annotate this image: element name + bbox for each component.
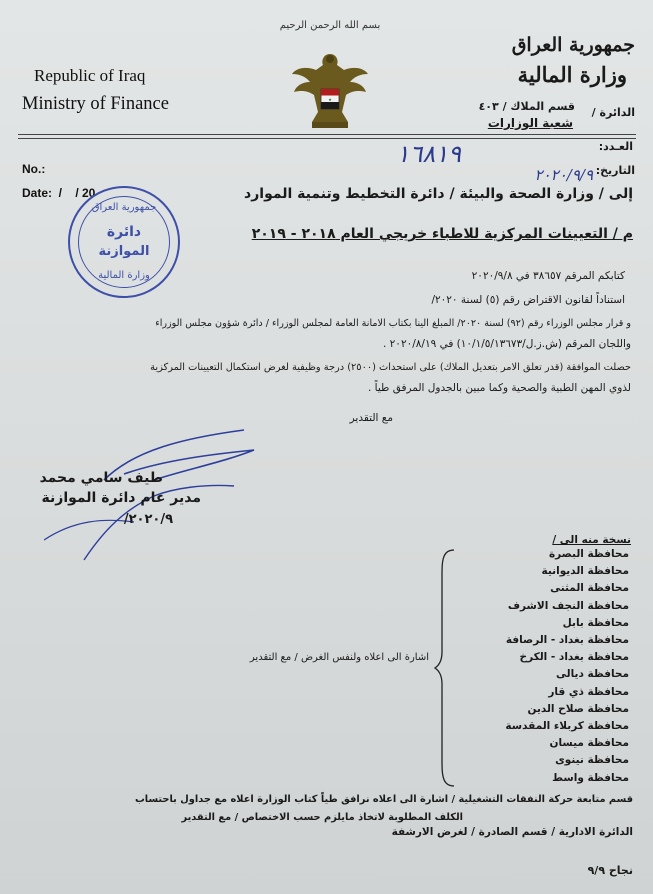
copy-recipient: محافظة بغداد - الكرخ <box>519 651 629 664</box>
paragraph-2b: واللجان المرقم (ش.ز.ل/١٠/١/٥/١٣٦٧٣) في ٢٠٢٠/٨/١٩ . <box>382 338 631 350</box>
followup-line-1: قسم متابعة حركة النفقات التشغيلية / اشارة الى اعلاه نرافق طياً كتاب الوزارة اعلاه مع جداول باحتساب <box>134 794 633 805</box>
signature-date: ٢٠٢٠/٩/ <box>123 512 173 527</box>
ar-number-label: العـدد: <box>598 140 633 153</box>
copy-recipient: محافظة ديالى <box>556 668 629 681</box>
reference-line: كتابكم المرقم ٣٨٦٥٧ في ٢٠٢٠/٩/٨ <box>471 270 625 282</box>
copy-recipient: محافظة ميسان <box>549 737 629 750</box>
copy-recipient: محافظة نينوى <box>555 754 629 767</box>
copy-recipient: محافظة النجف الاشرف <box>507 599 629 612</box>
paragraph-2a: و قرار مجلس الوزراء رقم (٩٢) لسنة ٢٠٢٠/ المبلغ الينا بكتاب الامانة العامة لمجلس الوزراء / دائرة شؤون مجلس الوزراء <box>155 318 631 329</box>
copy-recipient: محافظة كربلاء المقدسة <box>505 720 629 732</box>
copy-recipient: محافظة المثنى <box>550 582 629 595</box>
copy-recipient: محافظة بابل <box>562 616 629 629</box>
en-country: Republic of Iraq <box>34 66 146 85</box>
budget-department-stamp <box>68 186 180 298</box>
copy-recipient: محافظة بغداد - الرصافة <box>505 634 629 646</box>
paragraph-3b: لذوي المهن الطبية والصحية وكما مبين بالجدول المرفق طياً . <box>367 382 631 394</box>
stamp-line3: الموازنة <box>98 244 150 259</box>
copy-recipient: محافظة الديوانية <box>541 565 629 578</box>
ar-date-value: ٢٠٢٠/٩/٩ <box>534 166 593 184</box>
regards: مع التقدير <box>349 412 393 424</box>
followup-line-2: الكلف المطلوبة لاتخاذ مايلزم حسب الاختصاص / مع التقدير <box>181 812 463 823</box>
copies-heading: نسخة منه الى / <box>552 534 631 546</box>
ar-date-label: التاريخ: <box>595 164 635 177</box>
addressee: إلى / وزارة الصحة والبيئة / دائرة التخطيط وتنمية الموارد <box>244 186 633 202</box>
ar-dept-label: الدائرة / <box>591 106 635 119</box>
stamp-line1: جمهورية العراق <box>91 202 157 213</box>
iraq-emblem <box>290 44 370 132</box>
footer-initials: نجاح ٩/٩ <box>587 864 633 877</box>
ar-dept-value: قسم الملاك / ٤٠٣ <box>478 100 575 113</box>
copy-recipient: محافظة ذي قار <box>548 685 629 698</box>
signer-title: مدير عام دائرة الموازنة <box>41 490 201 506</box>
svg-text:★: ★ <box>328 97 332 102</box>
bismillah: بسم الله الرحمن الرحيم <box>279 20 381 31</box>
subject: م / التعيينات المركزية للاطباء خريجي العام ٢٠١٨ - ٢٠١٩ <box>251 226 633 242</box>
en-date-label: Date: / / 20 <box>22 186 96 200</box>
paragraph-1: استناداً لقانون الاقتراض رقم (٥) لسنة ٢٠٢٠/ <box>431 294 625 306</box>
copy-recipient: محافظة واسط <box>552 771 629 784</box>
signer-name: طيف سامي محمد <box>39 470 163 486</box>
ar-country: جمهورية العراق <box>511 34 635 56</box>
en-no-label: No.: <box>22 162 46 176</box>
stamp-line4: وزارة المالية <box>98 270 150 281</box>
copy-recipient: محافظة صلاح الدين <box>527 702 629 715</box>
paragraph-3a: حصلت الموافقة (قدر تعلق الامر بتعديل الملاك) على استحداث (٢٥٠٠) درجة وظيفية لغرض استكمال التعيينات المركزية <box>150 362 631 373</box>
brace-note: اشارة الى اعلاه ولنفس الغرض / مع التقدير <box>249 652 429 663</box>
admin-line: الدائرة الادارية / قسم الصادرة / لغرض الارشفة <box>391 826 633 838</box>
ar-number-value: ١٦٨١٩ <box>396 140 461 168</box>
copy-recipient: محافظة البصرة <box>548 548 629 560</box>
ar-section: شعبة الوزارات <box>487 116 573 130</box>
ar-ministry: وزارة المالية <box>517 62 627 87</box>
header-rule <box>18 134 636 139</box>
stamp-line2: دائرة <box>106 224 142 240</box>
en-ministry: Ministry of Finance <box>22 94 169 114</box>
curly-brace <box>434 548 460 788</box>
